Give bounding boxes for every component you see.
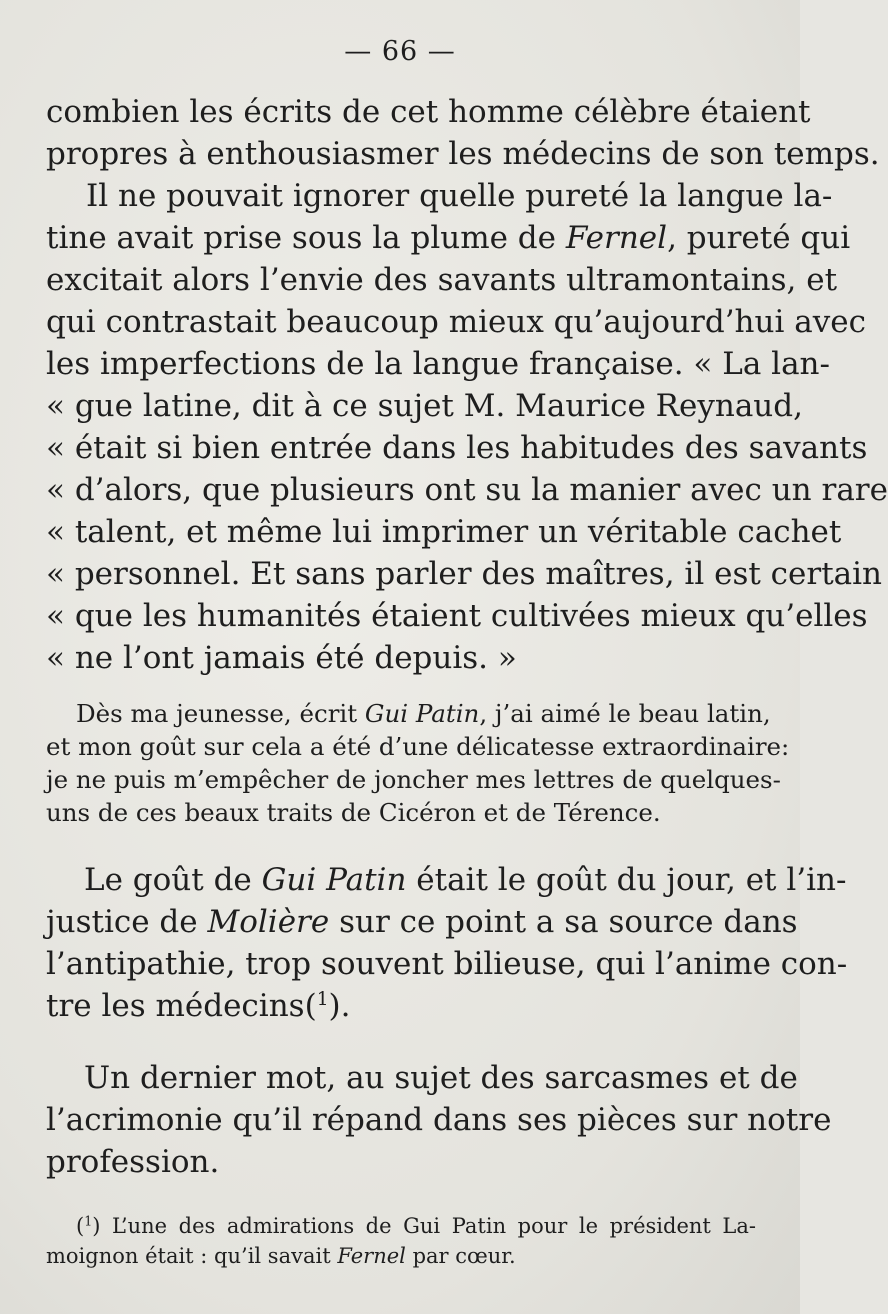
- text-span: , pureté qui: [667, 220, 851, 256]
- person-name: Gui Patin: [364, 699, 480, 728]
- page-number: — 66 —: [344, 36, 456, 67]
- text-line: « talent, et même lui imprimer un véritable cachet: [46, 514, 842, 550]
- text-line: [46, 986, 754, 1026]
- person-name: Molière: [207, 904, 330, 940]
- text-span: Le goût de: [84, 862, 262, 898]
- text-line: l’antipathie, trop souvent bilieuse, qui l’anime con-: [46, 946, 848, 982]
- footnote-reference: ($^1$).: [304, 988, 351, 1024]
- quote-line: je ne puis m’empêcher de joncher mes lettres de quelques-: [46, 765, 781, 794]
- text-line: l’acrimonie qu’il répand dans ses pièces sur notre: [46, 1102, 832, 1138]
- footnote-line: [46, 1242, 754, 1270]
- text-line: propres à enthousiasmer les médecins de son temps.: [46, 136, 880, 172]
- text-span: Dès ma jeunesse, écrit: [76, 699, 365, 728]
- text-line: « gue latine, dit à ce sujet M. Maurice Reynaud,: [46, 388, 803, 424]
- text-span: par cœur.: [405, 1244, 516, 1268]
- quote-line: et mon goût sur cela a été d’une délicatesse extraordinaire:: [46, 732, 790, 761]
- text-line: « était si bien entrée dans les habitudes des savants: [46, 430, 868, 466]
- text-span: moignon était : qu’il savait: [46, 1244, 338, 1268]
- person-name: Fernel: [565, 220, 668, 256]
- text-line: « que les humanités étaient cultivées mieux qu’elles: [46, 598, 868, 634]
- text-span: était le goût du jour, et l’in-: [406, 862, 847, 898]
- text-span: sur ce point a sa source dans: [329, 904, 798, 940]
- text-line: [46, 218, 851, 258]
- text-line: [46, 902, 798, 942]
- footnote-line: [76, 1212, 756, 1240]
- text-line: profession.: [46, 1144, 220, 1180]
- quote-line: [76, 698, 771, 730]
- person-name: Gui Patin: [261, 862, 407, 898]
- text-line: combien les écrits de cet homme célèbre étaient: [46, 94, 811, 130]
- text-span: , j’ai aimé le beau latin,: [479, 699, 771, 728]
- text-span: tre les médecins: [46, 988, 305, 1024]
- footnote-marker: ($^1$): [76, 1213, 101, 1238]
- text-line: Un dernier mot, au sujet des sarcasmes et de: [84, 1060, 798, 1096]
- text-line: « d’alors, que plusieurs ont su la manier avec un rare: [46, 472, 888, 508]
- text-line: Il ne pouvait ignorer quelle pureté la langue la-: [86, 178, 833, 214]
- quote-line: uns de ces beaux traits de Cicéron et de Térence.: [46, 798, 661, 827]
- text-line: « personnel. Et sans parler des maîtres, il est certain: [46, 556, 883, 592]
- text-line: « ne l’ont jamais été depuis. »: [46, 640, 517, 676]
- text-span: justice de: [46, 904, 208, 940]
- text-span: L’une des admirations de Gui Patin pour le président La-: [100, 1214, 756, 1238]
- text-span: tine avait prise sous la plume de: [46, 220, 566, 256]
- text-line: qui contrastait beaucoup mieux qu’aujourd’hui avec: [46, 304, 866, 340]
- person-name: Fernel: [337, 1244, 406, 1268]
- text-line: les imperfections de la langue française. « La lan-: [46, 346, 830, 382]
- text-line: [84, 860, 847, 900]
- text-line: excitait alors l’envie des savants ultramontains, et: [46, 262, 838, 298]
